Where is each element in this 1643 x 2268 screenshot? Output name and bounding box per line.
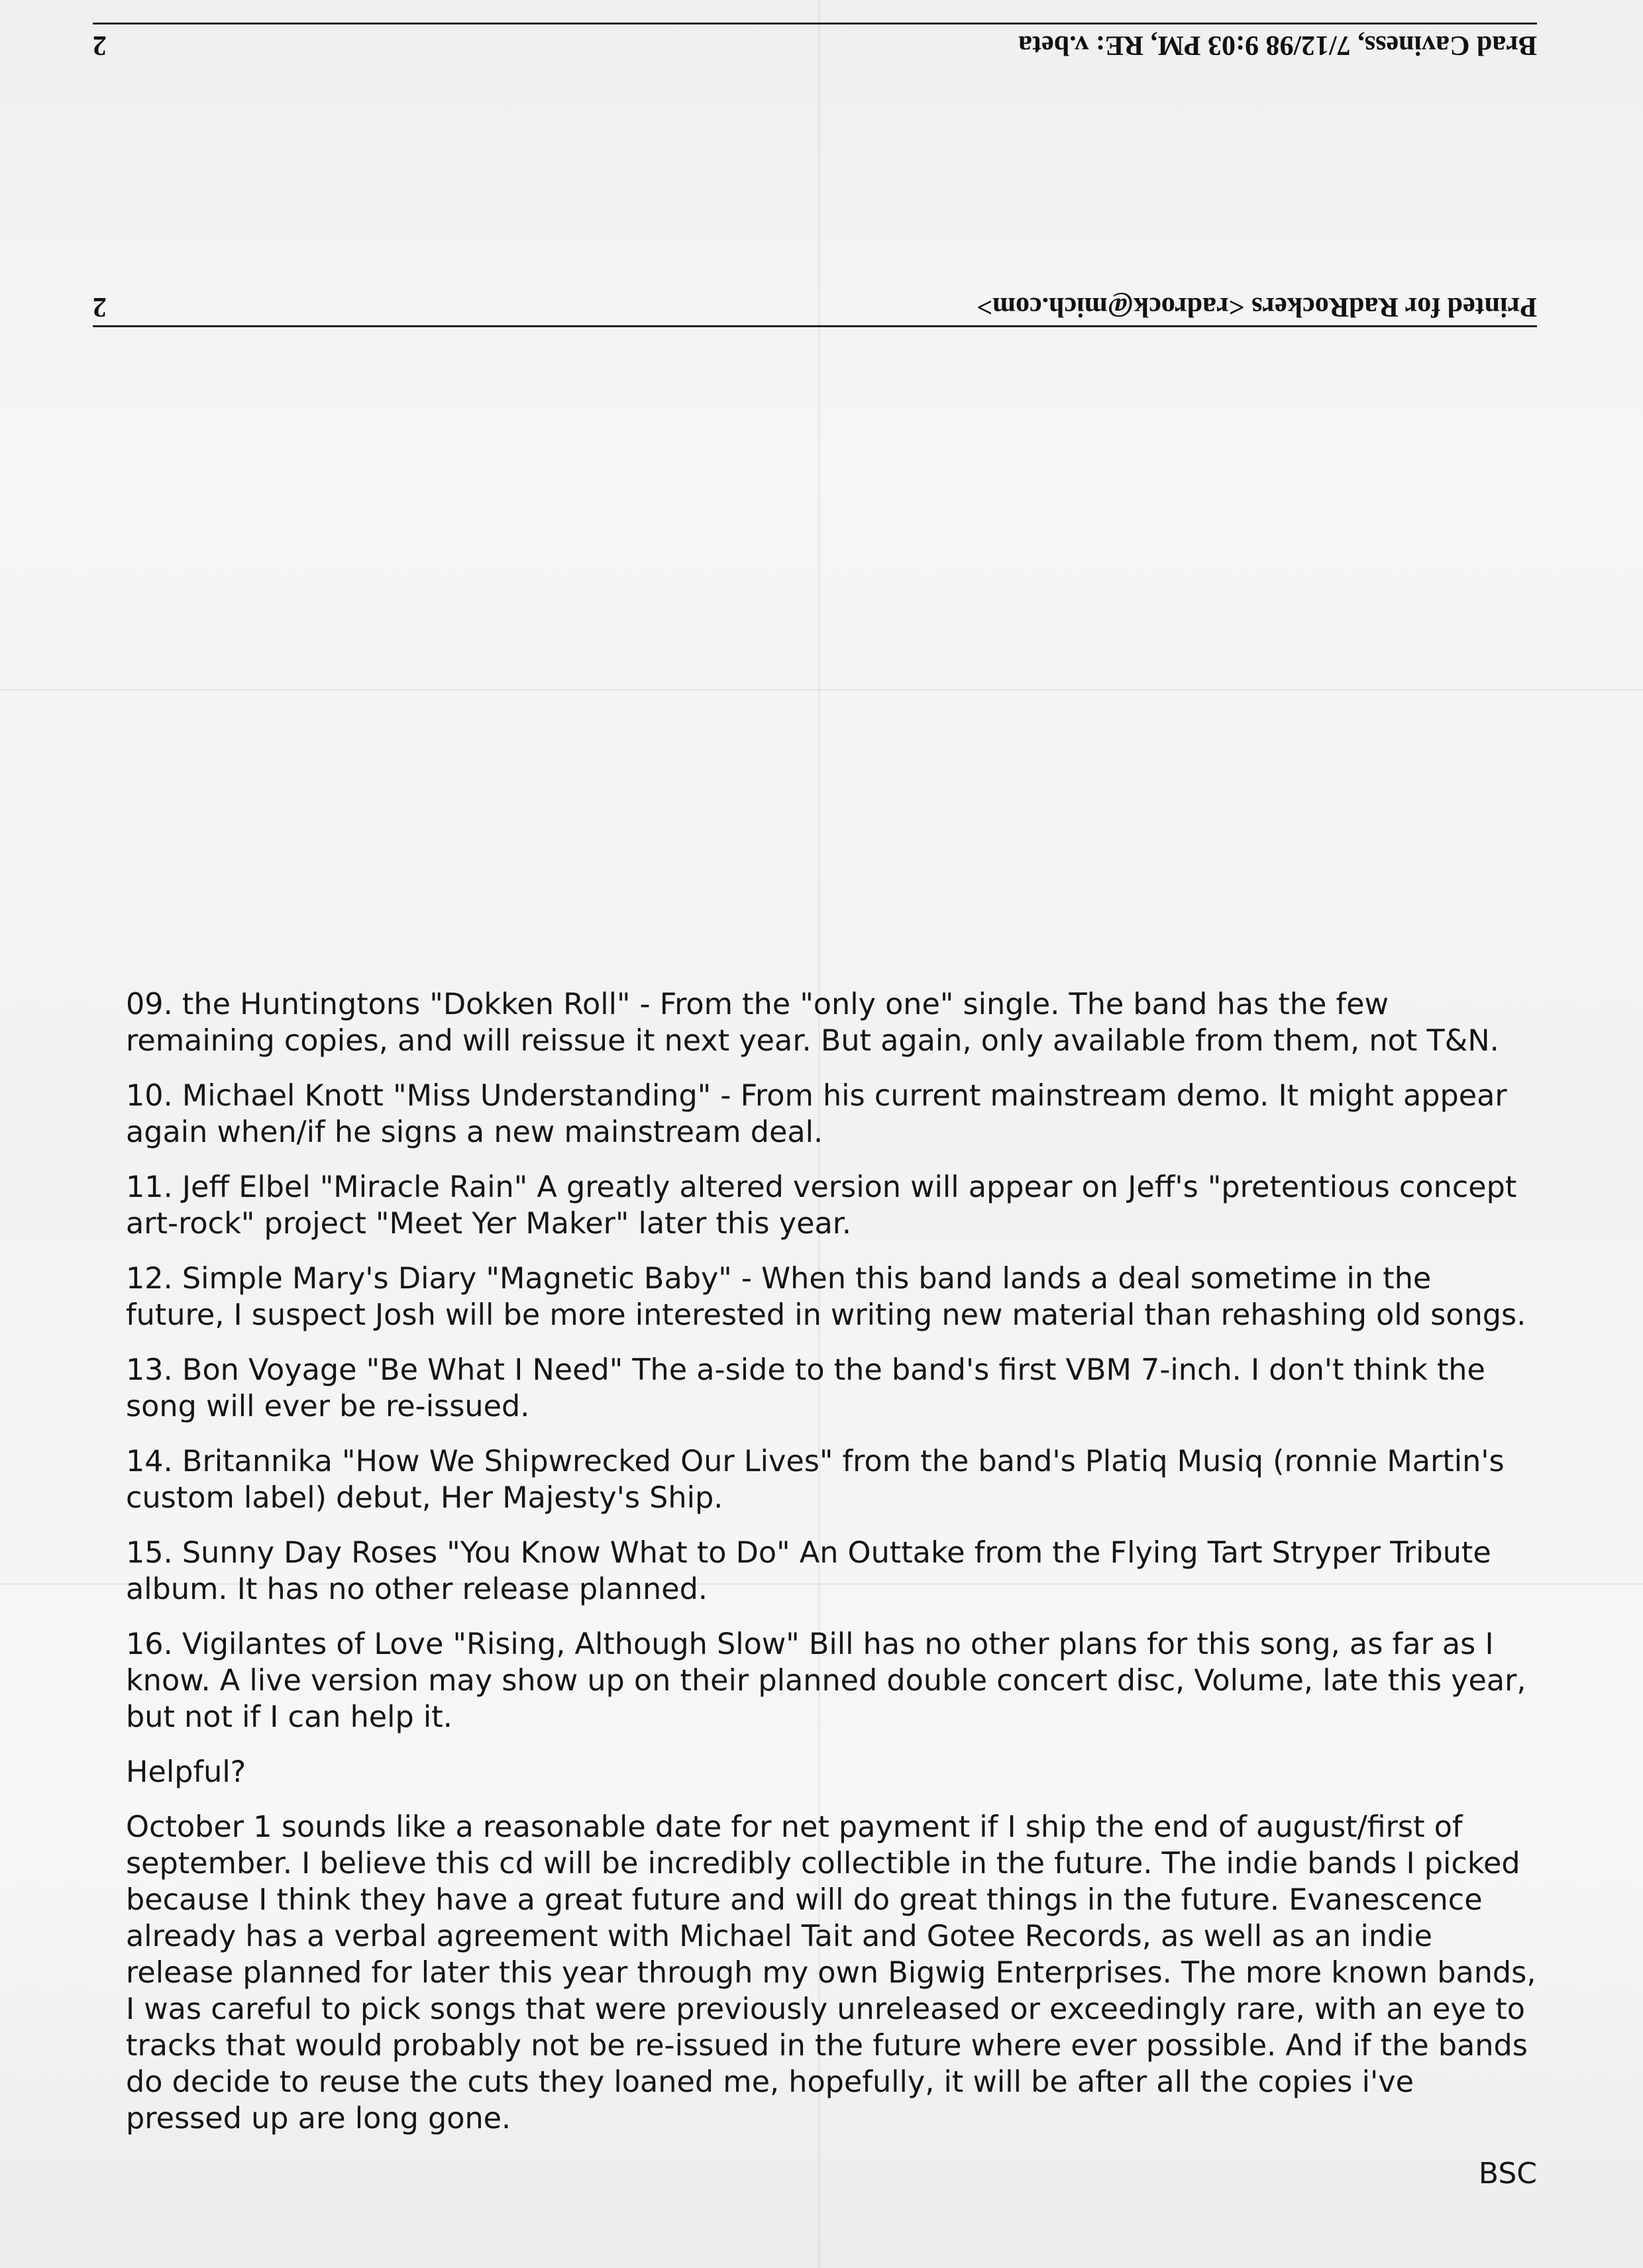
track-14: 14. Britannika "How We Shipwrecked Our Lives" from the band's Platiq Musiq (ronnie Martin's custom label) debut, Her Majesty's Ship. (126, 1445, 1505, 1515)
email-header (93, 23, 1537, 62)
payment-paragraph: October 1 sounds like a reasonable date for net payment if I ship the end of august/first of september. I believe this cd will be incredibly collectible in the future. The indie bands I picked because I think they have a great future and will do great things in the future. Evanescence already has a verbal agreement with Michael Tait and Gotee Records, as well as an indie release planned for later this year through my own Bigwig Enterprises. The more known bands, I was careful to pick songs that were previously unreleased or exceedingly rare, with an eye to tracks that would probably not be re-issued in the future where ever possible. And if the bands do decide to reuse the cuts they loaned me, hopefully, it will be after all the copies i've pressed up are long gone. (126, 1810, 1536, 2136)
track-10: 10. Michael Knott "Miss Understanding" - From his current mainstream demo. It might appear again when/if he signs a new mainstream deal. (126, 1079, 1507, 1149)
track-11: 11. Jeff Elbel "Miracle Rain" A greatly altered version will appear on Jeff's "pretentious concept art-rock" project "Meet Yer Maker" later this year. (126, 1170, 1517, 1241)
track-15: 15. Sunny Day Roses "You Know What to Do" An Outtake from the Flying Tart Stryper Tribute album. It has no other release planned. (126, 1536, 1491, 1606)
message-body (126, 62, 1537, 2222)
track-09: 09. the Huntingtons "Dokken Roll" - From the "only one" single. The band has the few remaining copies, and will reissue it next year. But again, only available from them, not T&N. (126, 988, 1499, 1058)
track-13: 13. Bon Voyage "Be What I Need" The a-side to the band's first VBM 7-inch. I don't think the song will ever be re-issued. (126, 1353, 1485, 1423)
track-16: 16. Vigilantes of Love "Rising, Although Slow" Bill has no other plans for this song, as far as I know. A live version may show up on their planned double concert disc, Volume, late this year, but not if I can help it. (126, 1627, 1526, 1734)
signature-row (126, 2155, 1537, 2195)
helpful-question: Helpful? (126, 1755, 246, 1789)
printed-for-label: Printed for RadRockers <radrock@mich.com> (977, 291, 1537, 322)
page-number: 2 (93, 30, 107, 60)
header-rule (93, 23, 1537, 25)
message-body-inner (126, 986, 1537, 2195)
track-12: 12. Simple Mary's Diary "Magnetic Baby" - When this band lands a deal sometime in the future, I suspect Josh will be more interested in writing new material than rehashing old songs. (126, 1262, 1526, 1332)
signature: BSC (1478, 2157, 1537, 2191)
email-header-title: Brad Caviness, 7/12/98 9:03 PM, RE: v.beta (1018, 30, 1537, 60)
footer-page-number: 2 (93, 291, 107, 322)
